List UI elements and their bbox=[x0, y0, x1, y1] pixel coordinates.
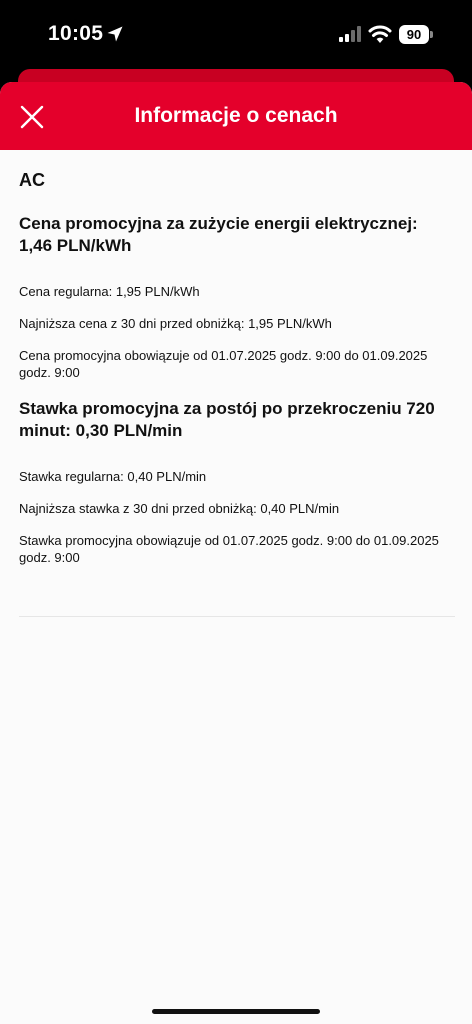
battery-level: 90 bbox=[399, 25, 429, 44]
cellular-signal-icon bbox=[339, 26, 363, 42]
parking-regular-rate: Stawka regularna: 0,40 PLN/min bbox=[19, 469, 207, 484]
parking-validity: Stawka promocyjna obowiązuje od 01.07.2025 godz. 9:00 do 01.09.2025 godz. 9:00 bbox=[19, 533, 439, 565]
battery-tip bbox=[430, 31, 433, 38]
parking-lowest-rate: Najniższa stawka z 30 dni przed obniżką: 0,40 PLN/min bbox=[19, 501, 340, 516]
energy-validity: Cena promocyjna obowiązuje od 01.07.2025 godz. 9:00 do 01.09.2025 godz. 9:00 bbox=[19, 348, 428, 380]
price-info-sheet bbox=[0, 82, 472, 1024]
page-title: Informacje o cenach bbox=[134, 104, 338, 127]
battery-icon bbox=[399, 25, 433, 44]
section-label-ac: AC bbox=[19, 170, 45, 190]
home-indicator[interactable] bbox=[152, 1009, 320, 1014]
status-time: 10:05 bbox=[48, 22, 104, 45]
location-arrow-icon bbox=[106, 25, 124, 43]
wifi-icon bbox=[368, 24, 392, 43]
energy-regular-price: Cena regularna: 1,95 PLN/kWh bbox=[19, 284, 200, 299]
divider bbox=[19, 616, 455, 617]
price-content bbox=[19, 170, 439, 566]
energy-price-heading: Cena promocyjna za zużycie energii elektrycznej: 1,46 PLN/kWh bbox=[19, 214, 418, 255]
parking-rate-heading: Stawka promocyjna za postój po przekroczeniu 720 minut: 0,30 PLN/min bbox=[19, 399, 435, 440]
header-bar bbox=[0, 82, 472, 150]
status-bar bbox=[0, 0, 472, 70]
energy-lowest-price: Najniższa cena z 30 dni przed obniżką: 1,95 PLN/kWh bbox=[19, 316, 332, 331]
